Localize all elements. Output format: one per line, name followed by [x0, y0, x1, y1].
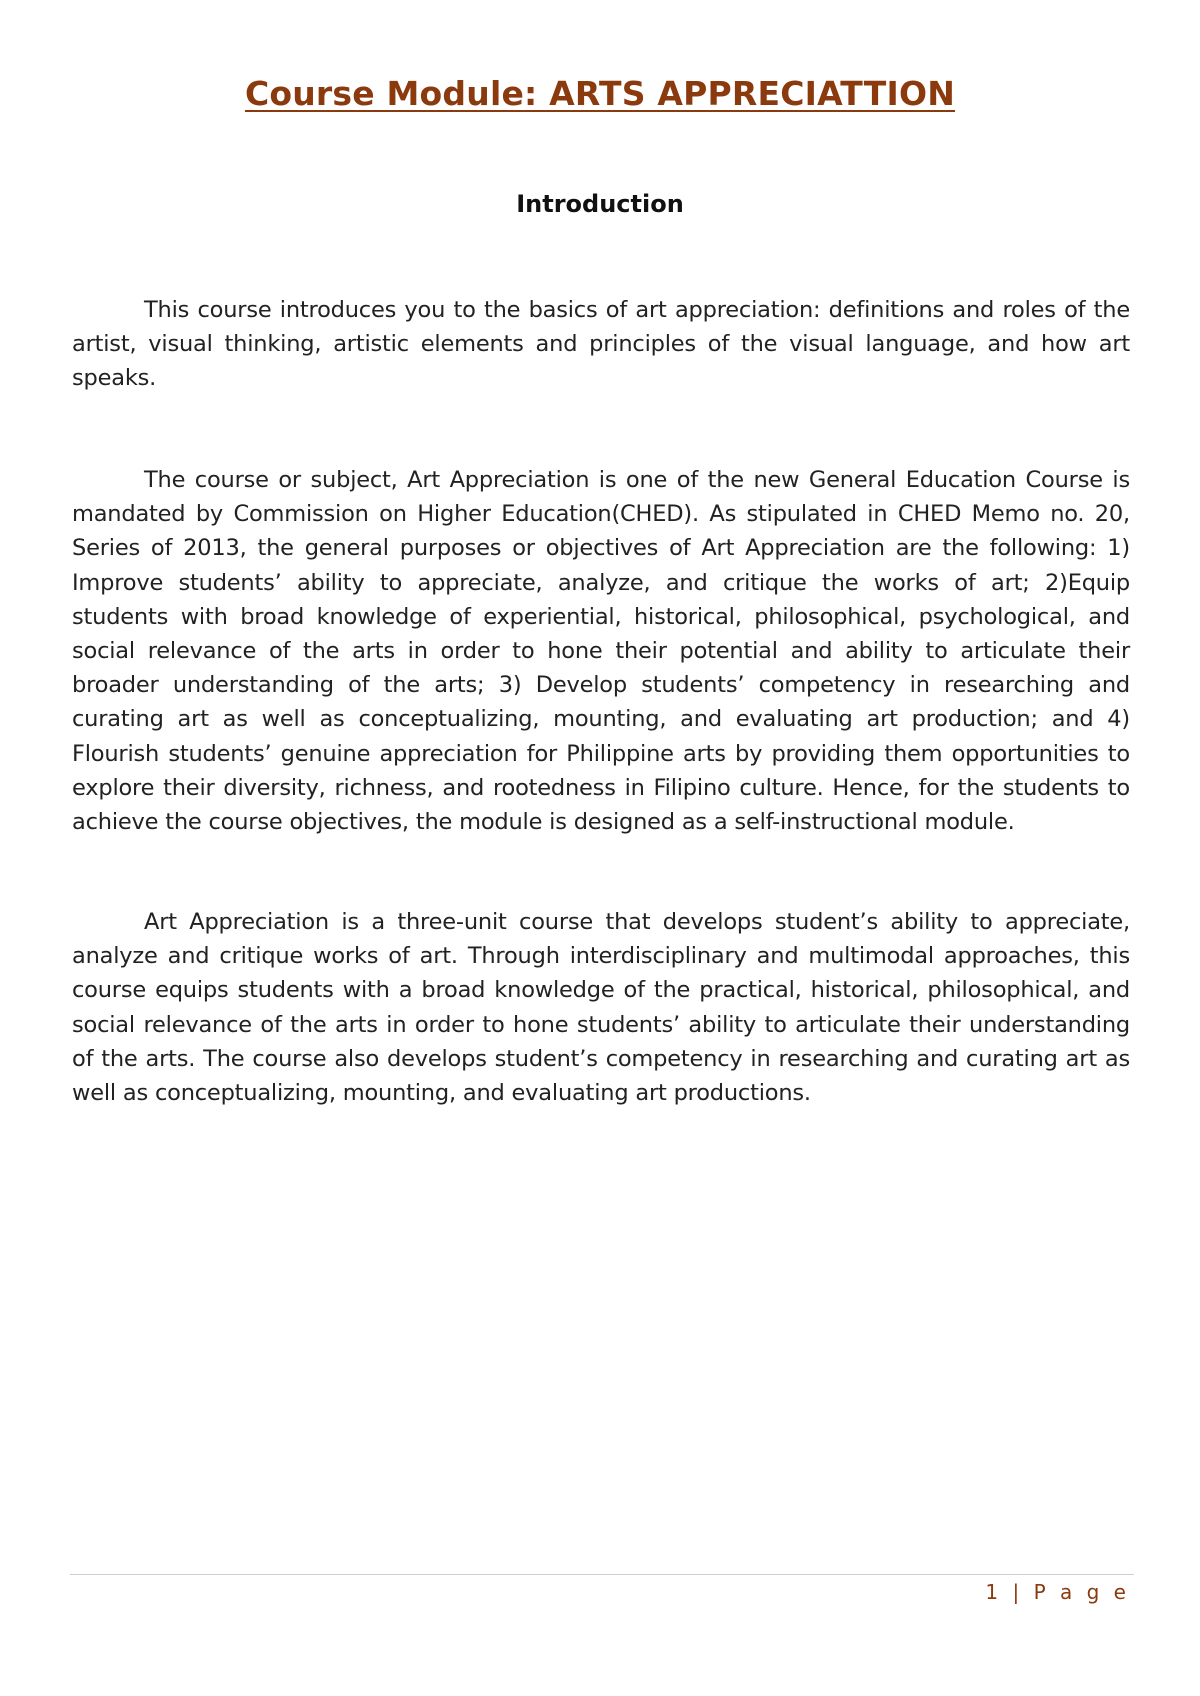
paragraph-1: This course introduces you to the basics of art appreciation: definitions and roles of the artist, visual thinking, artistic elements and principles of the visual language, and how art speaks.: [72, 297, 1130, 392]
paragraph-2: The course or subject, Art Appreciation is one of the new General Education Course is mandated by Commission on Higher Education(CHED). As stipulated in CHED Memo no. 20, Series of 2013, the general purposes or objectives of Art Appreciation are the following: 1) Improve students’ ability to appreciate, analyze, and critique the works of art; 2)Equip students with broad knowledge of experiential, historical, philosophical, psychological, and social relevance of the arts in order to hone their potential and ability to articulate their broader understanding of the arts; 3) Develop students’ competency in researching and curating art as well as conceptualizing, mounting, and evaluating art production; and 4) Flourish students’ genuine appreciation for Philippine arts by providing them opportunities to explore their diversity, richness, and rootedness in Filipino culture. Hence, for the students to achieve the course objectives, the module is designed as a self-instructional module.: [72, 467, 1130, 836]
paragraph-3: Art Appreciation is a three-unit course that develops student’s ability to appreciate, analyze and critique works of art. Through interdisciplinary and multimodal approaches, this course equips students with a broad knowledge of the practical, historical, philosophical, and social relevance of the arts in order to hone students’ ability to articulate their understanding of the arts. The course also develops student’s competency in researching and curating art as well as conceptualizing, mounting, and evaluating art productions.: [72, 909, 1130, 1107]
page-number: 1 | P a g e: [985, 1580, 1130, 1604]
footer-divider: [70, 1574, 1134, 1575]
section-heading: Introduction: [516, 190, 684, 218]
document-title-text: Course Module: ARTS APPRECIATTION: [244, 74, 956, 113]
document-title: [0, 74, 1200, 113]
